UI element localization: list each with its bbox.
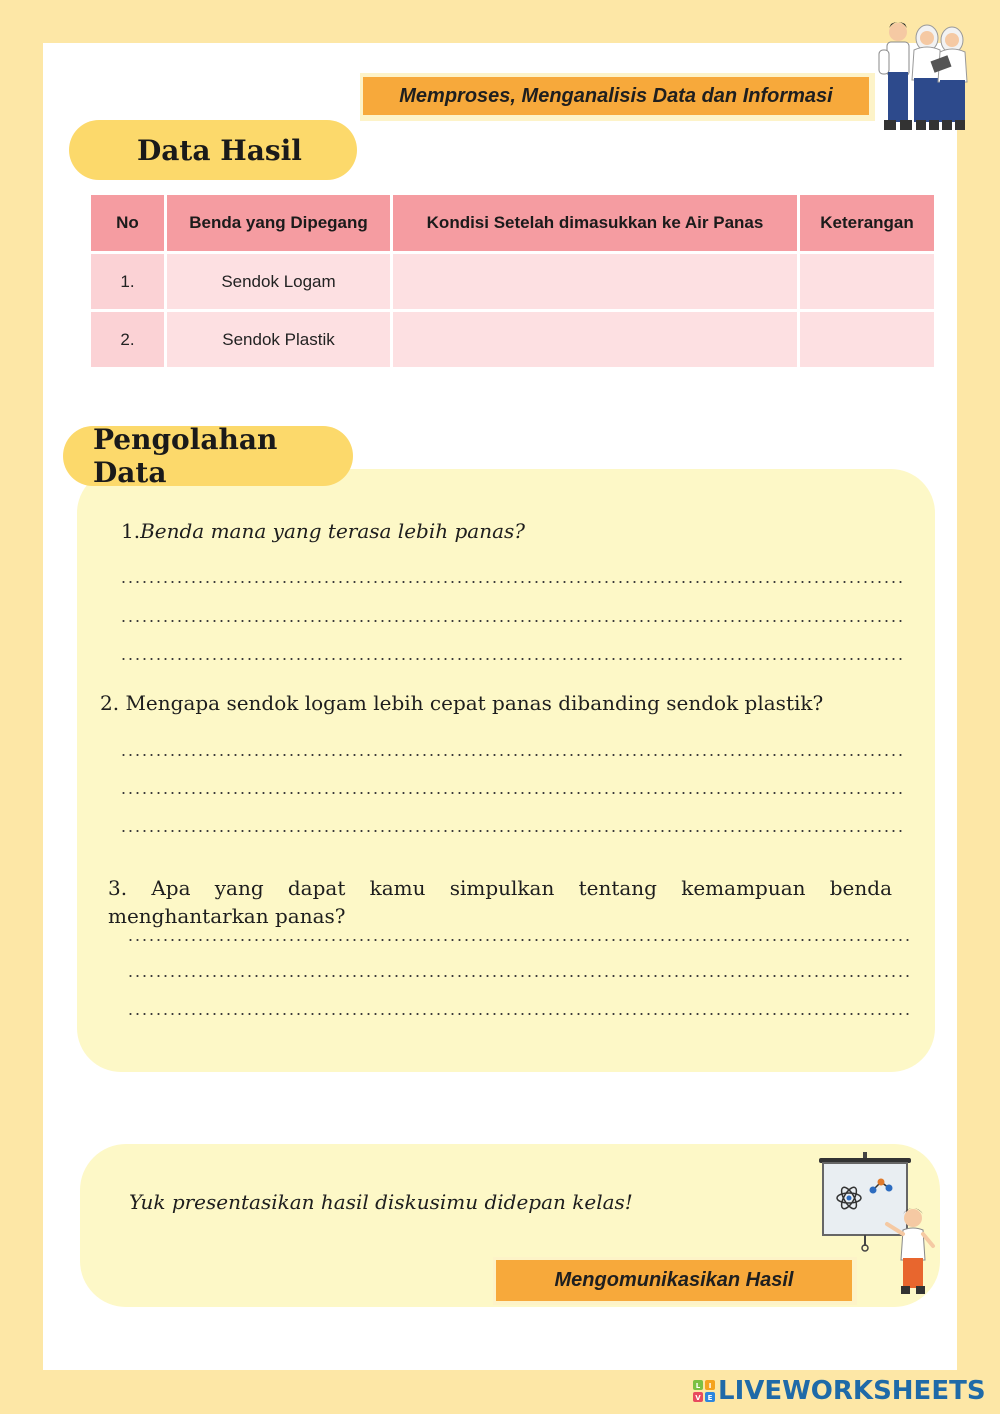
- question-1-number: 1.: [121, 519, 141, 543]
- teacher-presenting-illustration: [815, 1150, 945, 1302]
- svg-text:V: V: [695, 1394, 701, 1402]
- stage-label-process: [360, 73, 875, 121]
- table-row: [91, 254, 934, 309]
- closing-instruction: Yuk presentasikan hasil diskusimu didepan kelas!: [129, 1190, 633, 1214]
- section-title-pengolahan-data: Pengolahan Data: [63, 426, 353, 486]
- column-header-object: Benda yang Dipegang: [167, 195, 390, 251]
- processing-panel: [77, 469, 935, 1072]
- section-title-data-hasil: Data Hasil: [69, 120, 357, 180]
- answer-line-2c[interactable]: [120, 830, 906, 832]
- answer-line-2b[interactable]: [120, 792, 906, 794]
- cell-no: 2.: [91, 312, 164, 367]
- stage-label-communicate: [493, 1257, 857, 1305]
- cell-condition-input[interactable]: [393, 254, 797, 309]
- cell-object: Sendok Plastik: [167, 312, 390, 367]
- students-illustration: [872, 10, 972, 138]
- stage-label-communicate-text: Mengomunikasikan Hasil: [496, 1260, 852, 1301]
- stage-label-process-text: Memproses, Menganalisis Data dan Informasi: [363, 77, 869, 115]
- question-3-text: 3. Apa yang dapat kamu simpulkan tentang kemampuan benda menghantarkan panas?: [108, 876, 892, 928]
- question-1: [121, 519, 525, 543]
- answer-line-3b[interactable]: [127, 975, 913, 977]
- table-header-row: [91, 195, 934, 251]
- results-table: [88, 192, 937, 370]
- column-header-condition: Kondisi Setelah dimasukkan ke Air Panas: [393, 195, 797, 251]
- question-2-text: 2. Mengapa sendok logam lebih cepat panas dibanding sendok plastik?: [100, 691, 824, 715]
- svg-text:E: E: [707, 1394, 713, 1402]
- answer-line-3a[interactable]: [127, 939, 913, 941]
- table-row: [91, 312, 934, 367]
- answer-line-1c[interactable]: [120, 658, 906, 660]
- liveworksheets-logo-icon: [693, 1380, 715, 1402]
- cell-object: Sendok Logam: [167, 254, 390, 309]
- column-header-note: Keterangan: [800, 195, 934, 251]
- answer-line-1a[interactable]: [120, 581, 906, 583]
- answer-line-3c[interactable]: [127, 1013, 913, 1015]
- brand-name: LIVEWORKSHEETS: [718, 1376, 986, 1406]
- cell-no: 1.: [91, 254, 164, 309]
- cell-condition-input[interactable]: [393, 312, 797, 367]
- svg-text:L: L: [695, 1382, 701, 1390]
- answer-line-2a[interactable]: [120, 754, 906, 756]
- question-1-text: Benda mana yang terasa lebih panas?: [140, 519, 525, 543]
- cell-note-input[interactable]: [800, 254, 934, 309]
- column-header-no: No: [91, 195, 164, 251]
- liveworksheets-brand: [693, 1376, 986, 1406]
- cell-note-input[interactable]: [800, 312, 934, 367]
- svg-text:I: I: [708, 1382, 712, 1390]
- answer-line-1b[interactable]: [120, 620, 906, 622]
